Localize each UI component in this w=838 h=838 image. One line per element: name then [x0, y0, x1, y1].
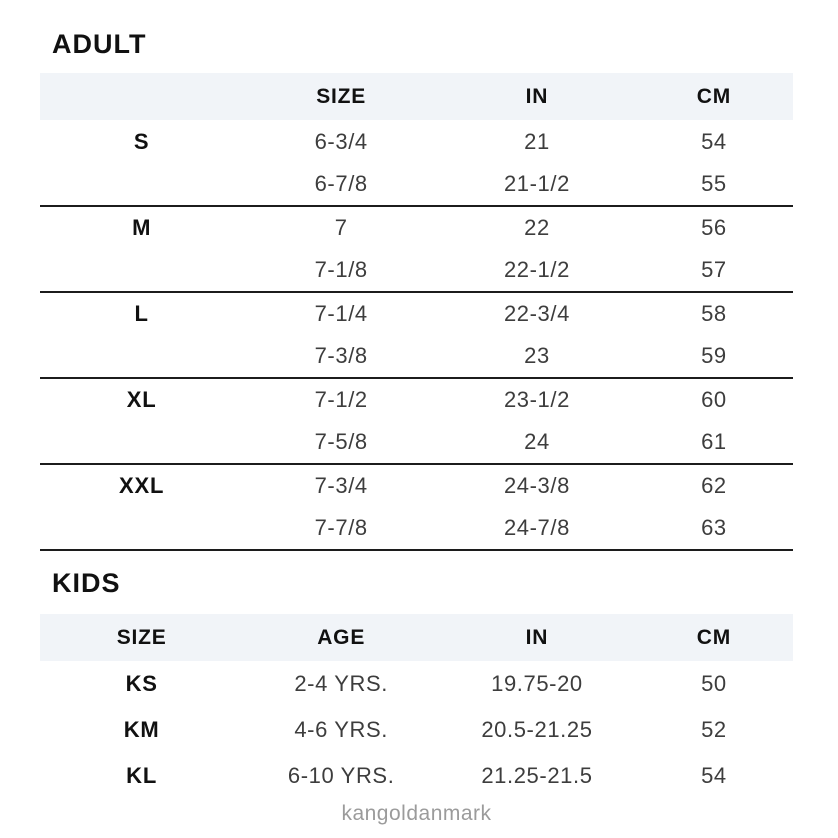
cm-value-cell: 61 — [635, 421, 793, 464]
cm-value-cell: 52 — [701, 717, 727, 742]
size-label-cell: KS — [125, 671, 158, 696]
column-header-size: SIZE — [243, 73, 439, 120]
column-header-cm: CM — [635, 614, 793, 661]
adult-table-header — [40, 73, 793, 120]
size-value-cell: 7-1/8 — [243, 249, 439, 292]
kids-table-body — [40, 661, 793, 799]
table-row — [40, 661, 793, 707]
size-label-cell: KL — [126, 763, 158, 788]
table-row — [40, 120, 793, 163]
size-value-cell: 6-7/8 — [243, 163, 439, 206]
table-row — [40, 507, 793, 550]
in-value-cell: 24-7/8 — [439, 507, 635, 550]
column-header-empty — [40, 73, 243, 120]
in-value-cell: 19.75-20 — [491, 671, 583, 696]
brand-watermark: kangoldanmark — [341, 802, 492, 825]
adult-table-body — [40, 120, 793, 550]
size-label-cell: S — [133, 128, 150, 154]
table-row — [40, 206, 793, 249]
cm-value-cell: 50 — [701, 671, 727, 696]
age-value-cell: 6-10 YRS. — [287, 763, 395, 788]
size-label-cell — [40, 421, 243, 464]
table-row — [40, 707, 793, 753]
cm-value-cell: 60 — [701, 387, 727, 412]
column-header-in: IN — [439, 73, 635, 120]
age-value-cell: 4-6 YRS. — [294, 717, 389, 742]
in-value-cell: 23-1/2 — [503, 387, 570, 412]
size-label-cell: KM — [123, 717, 160, 742]
table-row — [40, 421, 793, 464]
in-value-cell: 22-1/2 — [439, 249, 635, 292]
in-value-cell: 21.25-21.5 — [481, 763, 593, 788]
age-value-cell: 2-4 YRS. — [294, 671, 389, 696]
cm-value-cell: 62 — [701, 473, 727, 498]
table-row — [40, 249, 793, 292]
cm-value-cell: 63 — [635, 507, 793, 550]
table-row — [40, 464, 793, 507]
kids-size-table — [40, 614, 793, 799]
size-value-cell: 7-1/2 — [314, 387, 368, 412]
in-value-cell: 22-3/4 — [503, 301, 570, 326]
size-value-cell: 7-5/8 — [243, 421, 439, 464]
adult-section-title: ADULT — [52, 29, 147, 59]
column-header-cm: CM — [635, 73, 793, 120]
in-value-cell: 24 — [439, 421, 635, 464]
header-row — [40, 614, 793, 661]
size-label-cell — [40, 163, 243, 206]
kids-table-header — [40, 614, 793, 661]
cm-value-cell: 54 — [701, 763, 727, 788]
header-row — [40, 73, 793, 120]
table-row — [40, 292, 793, 335]
in-value-cell: 24-3/8 — [503, 473, 570, 498]
size-label-cell — [40, 249, 243, 292]
size-value-cell: 7-7/8 — [243, 507, 439, 550]
kids-section-title: KIDS — [52, 568, 121, 598]
table-row — [40, 335, 793, 378]
size-value-cell: 6-3/4 — [314, 128, 368, 154]
cm-value-cell: 57 — [635, 249, 793, 292]
size-value-cell: 7-3/4 — [314, 473, 368, 498]
in-value-cell: 20.5-21.25 — [481, 717, 593, 742]
in-value-cell: 22 — [524, 215, 550, 240]
table-row — [40, 753, 793, 799]
size-label-cell: L — [134, 301, 149, 326]
column-header-size: SIZE — [40, 614, 243, 661]
size-value-cell: 7-3/8 — [243, 335, 439, 378]
adult-size-table — [40, 73, 793, 551]
cm-value-cell: 55 — [635, 163, 793, 206]
size-label-cell — [40, 507, 243, 550]
table-row — [40, 378, 793, 421]
size-label-cell: XL — [126, 387, 157, 412]
cm-value-cell: 58 — [701, 301, 727, 326]
column-header-in: IN — [439, 614, 635, 661]
column-header-age: AGE — [243, 614, 439, 661]
cm-value-cell: 56 — [701, 215, 727, 240]
size-label-cell: M — [132, 215, 152, 240]
cm-value-cell: 59 — [635, 335, 793, 378]
table-row — [40, 163, 793, 206]
cm-value-cell: 54 — [701, 128, 727, 154]
in-value-cell: 21 — [524, 128, 550, 154]
size-value-cell: 7 — [334, 215, 348, 240]
in-value-cell: 21-1/2 — [439, 163, 635, 206]
size-label-cell: XXL — [119, 473, 165, 498]
in-value-cell: 23 — [439, 335, 635, 378]
size-value-cell: 7-1/4 — [314, 301, 368, 326]
size-label-cell — [40, 335, 243, 378]
